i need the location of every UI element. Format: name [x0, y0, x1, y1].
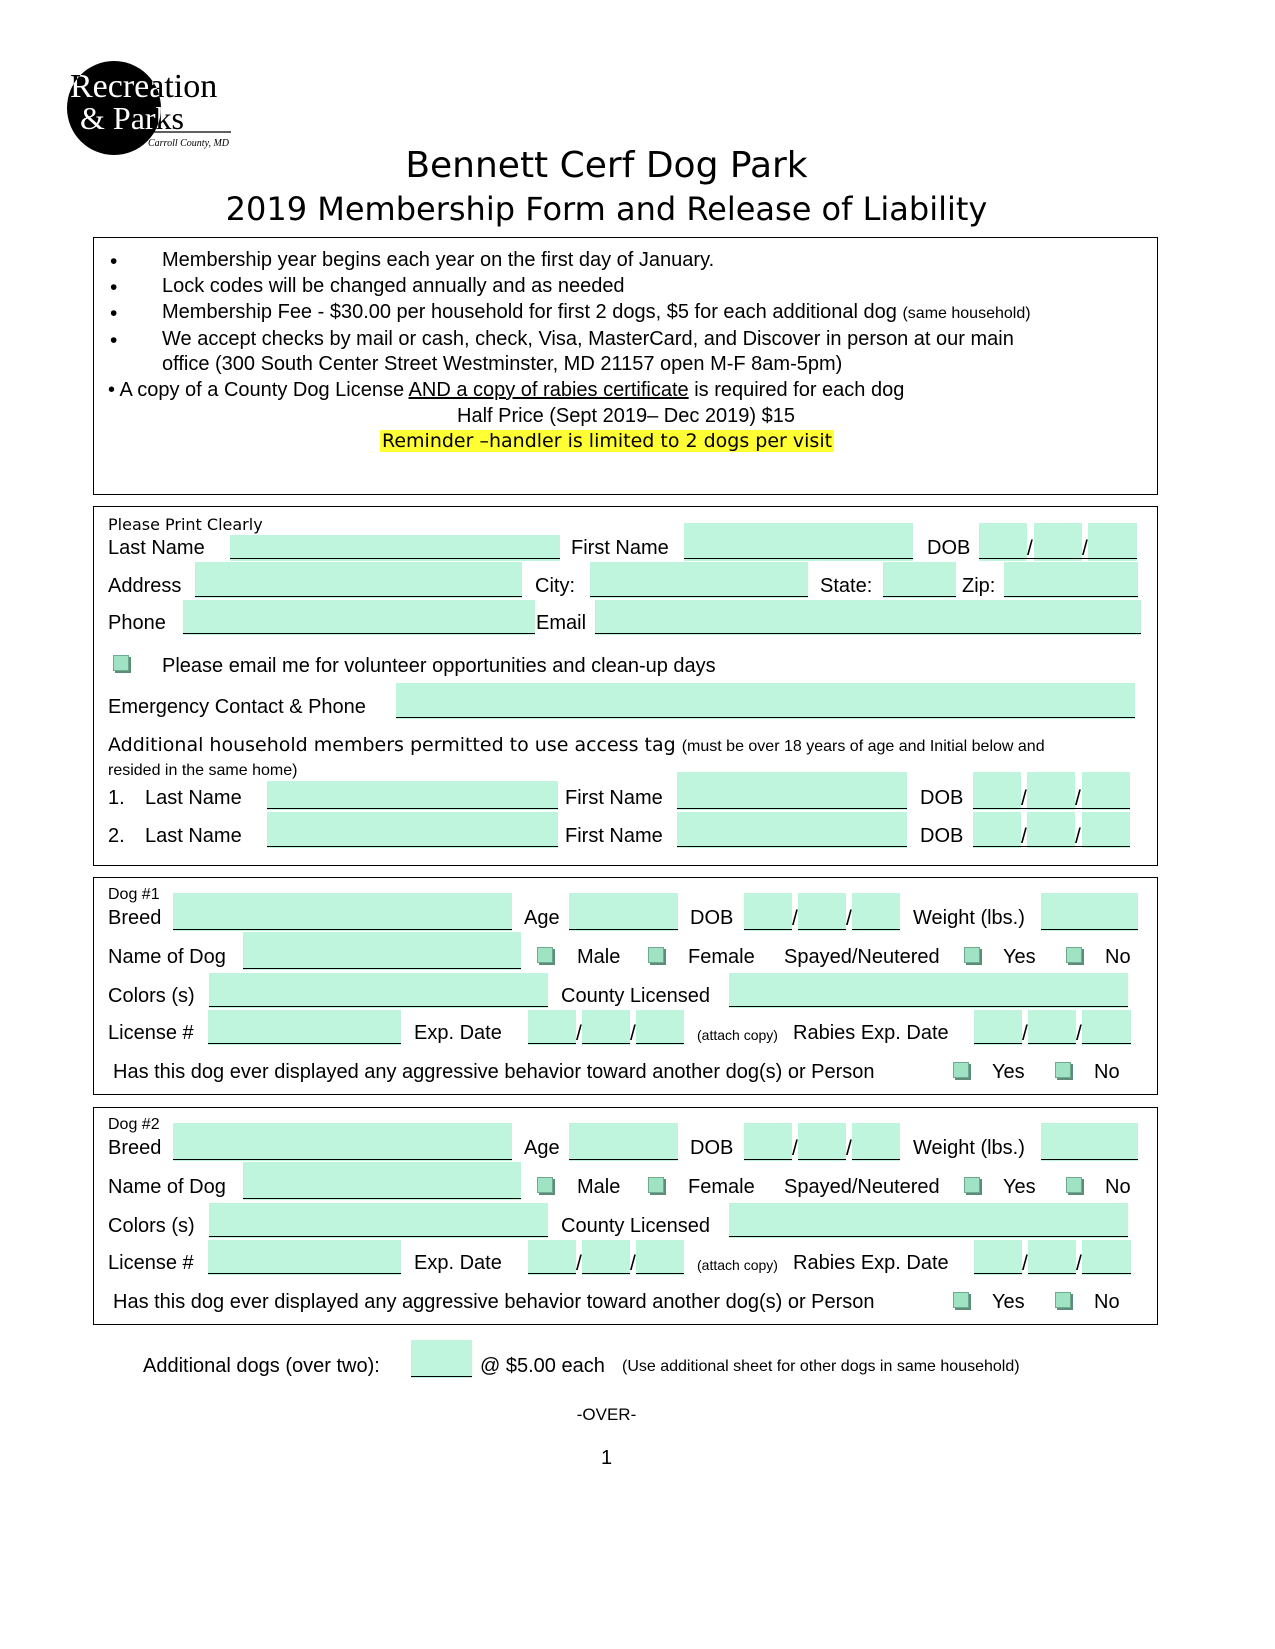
member2-first-label: First Name — [565, 825, 663, 847]
phone-label: Phone — [108, 612, 166, 634]
city-label: City: — [535, 575, 575, 597]
info-text-1: Membership year begins each year on the first day of January. — [162, 249, 715, 271]
state-label: State: — [820, 575, 873, 597]
member2-dob-label: DOB — [920, 825, 964, 847]
member2-dob-day[interactable] — [1027, 812, 1075, 848]
date-slash: / — [846, 907, 852, 930]
dog2-name-label: Name of Dog — [108, 1176, 226, 1198]
emergency-input[interactable] — [396, 683, 1135, 719]
dog1-spayed-no-checkbox[interactable] — [1066, 947, 1082, 963]
volunteer-label: Please email me for volunteer opportunities and clean-up days — [162, 655, 716, 677]
dog2-dob-month[interactable] — [744, 1123, 792, 1161]
dog2-colors-input-line — [209, 1236, 548, 1237]
member1-dob-label: DOB — [920, 787, 964, 809]
info-text-2: Lock codes will be changed annually and as needed — [162, 275, 625, 297]
date-slash: / — [792, 1137, 798, 1160]
dog2-age-input[interactable] — [569, 1123, 678, 1161]
logo-line1: Recreation — [70, 68, 218, 105]
dog2-exp-month-line — [528, 1273, 576, 1274]
dog1-spayed-yes-checkbox[interactable] — [964, 947, 980, 963]
dog2-rabies-month[interactable] — [974, 1240, 1022, 1275]
dog2-license-input-line — [208, 1273, 401, 1274]
last-name-label: Last Name — [108, 537, 205, 559]
date-slash: / — [630, 1252, 636, 1275]
email-input[interactable] — [595, 600, 1141, 635]
member1-dob-year[interactable] — [1082, 772, 1130, 810]
info-bullet-4: • — [110, 329, 118, 352]
dog2-breed-input[interactable] — [173, 1123, 512, 1161]
last-name-line — [230, 558, 560, 559]
dog2-aggressive-no-label: No — [1094, 1291, 1120, 1313]
date-slash: / — [576, 1252, 582, 1275]
dog1-exp-month-line — [528, 1043, 576, 1044]
over-label: -OVER- — [576, 1405, 637, 1424]
emergency-label: Emergency Contact & Phone — [108, 696, 366, 718]
dog2-spayed-yes-label: Yes — [1003, 1176, 1036, 1198]
fee-text: Membership Fee - $30.00 per household for first 2 dogs, $5 for each additional dog — [162, 301, 897, 323]
dob-slash: / — [1082, 537, 1088, 560]
dog2-exp-label: Exp. Date — [414, 1252, 502, 1274]
dog1-rabies-year-line — [1082, 1043, 1131, 1044]
dog1-colors-input[interactable] — [209, 973, 548, 1008]
address-input[interactable] — [195, 562, 522, 598]
dog2-exp-month[interactable] — [528, 1240, 576, 1275]
dog1-county-label: County Licensed — [561, 985, 710, 1007]
member2-last-label: Last Name — [145, 825, 242, 847]
dog2-county-input[interactable] — [729, 1203, 1128, 1238]
info-bullet-2: • — [110, 276, 118, 299]
email-line — [595, 633, 1141, 634]
additional-dogs-input[interactable] — [411, 1340, 472, 1378]
member1-dob-line — [973, 808, 1130, 809]
first-name-label: First Name — [571, 537, 669, 559]
zip-line — [1004, 596, 1138, 597]
additional-dogs-price: @ $5.00 each — [480, 1355, 605, 1377]
dog2-rabies-day-line — [1028, 1273, 1076, 1274]
dog1-dob-year-line — [852, 929, 900, 930]
dog2-spayed-no-label: No — [1105, 1176, 1131, 1198]
dog1-aggressive-no-checkbox[interactable] — [1055, 1062, 1071, 1078]
date-slash: / — [1076, 1022, 1082, 1045]
member1-first-label: First Name — [565, 787, 663, 809]
dog1-rabies-month-line — [974, 1043, 1022, 1044]
member1-last-input[interactable] — [267, 781, 558, 810]
dog2-county-label: County Licensed — [561, 1215, 710, 1237]
dog1-colors-input-line — [209, 1006, 548, 1007]
member2-dob-month[interactable] — [973, 812, 1021, 848]
reminder: Reminder –handler is limited to 2 dogs per visit — [382, 430, 833, 452]
dog2-title: Dog #2 — [108, 1116, 160, 1133]
dog1-rabies-month[interactable] — [974, 1010, 1022, 1045]
dog1-exp-day-line — [582, 1043, 630, 1044]
dob-slash: / — [1075, 787, 1081, 810]
dog2-weight-label: Weight (lbs.) — [913, 1137, 1025, 1159]
dob-year-input[interactable] — [1088, 523, 1137, 561]
dog2-aggressive-label: Has this dog ever displayed any aggressive behavior toward another dog(s) or Person — [113, 1291, 875, 1313]
member1-dob-day[interactable] — [1027, 772, 1075, 810]
dog2-spayed-no-checkbox[interactable] — [1066, 1177, 1082, 1193]
dog1-title: Dog #1 — [108, 886, 160, 903]
dog2-license-input[interactable] — [208, 1240, 401, 1275]
dog2-rabies-year-line — [1082, 1273, 1131, 1274]
dog2-dob-day[interactable] — [798, 1123, 846, 1161]
dog2-male-checkbox[interactable] — [537, 1177, 553, 1193]
dog1-exp-month[interactable] — [528, 1010, 576, 1045]
dob-month-input[interactable] — [979, 523, 1027, 561]
date-slash: / — [1022, 1252, 1028, 1275]
dog2-dob-day-line — [798, 1159, 846, 1160]
dob-slash: / — [1075, 825, 1081, 848]
info-bullet-1: • — [110, 250, 118, 273]
city-input[interactable] — [590, 562, 808, 598]
date-slash: / — [846, 1137, 852, 1160]
dog2-colors-input[interactable] — [209, 1203, 548, 1238]
dog1-male-label: Male — [577, 946, 621, 968]
member2-dob-line — [973, 846, 1130, 847]
date-slash: / — [576, 1022, 582, 1045]
dog1-breed-label: Breed — [108, 907, 162, 929]
info-text-3 — [162, 301, 1031, 324]
dog1-exp-day[interactable] — [582, 1010, 630, 1045]
logo-line2: & Parks — [80, 100, 184, 136]
dog2-breed-input-line — [173, 1159, 512, 1160]
dog2-age-label: Age — [524, 1137, 560, 1159]
dog2-weight-input[interactable] — [1041, 1123, 1138, 1161]
date-slash: / — [1022, 1022, 1028, 1045]
member2-last-input[interactable] — [267, 812, 558, 848]
member1-last-line — [267, 808, 558, 809]
dog2-weight-input-line — [1041, 1159, 1138, 1160]
dog1-breed-input[interactable] — [173, 893, 512, 931]
dog1-aggressive-no-label: No — [1094, 1061, 1120, 1083]
dog1-exp-year-line — [636, 1043, 684, 1044]
dog1-dob-year[interactable] — [852, 893, 900, 931]
member1-first-line — [677, 808, 907, 809]
member2-first-input[interactable] — [677, 812, 907, 848]
dog1-license-label: License # — [108, 1022, 194, 1044]
date-slash: / — [1076, 1252, 1082, 1275]
dog2-rabies-month-line — [974, 1273, 1022, 1274]
dob-label: DOB — [927, 537, 971, 559]
address-label: Address — [108, 575, 182, 597]
date-slash: / — [792, 907, 798, 930]
dog1-female-label: Female — [688, 946, 755, 968]
dog2-exp-year[interactable] — [636, 1240, 684, 1275]
dog1-exp-label: Exp. Date — [414, 1022, 502, 1044]
dog1-rabies-year[interactable] — [1082, 1010, 1131, 1045]
additional-dogs-label: Additional dogs (over two): — [143, 1355, 380, 1377]
dog1-spayed-no-label: No — [1105, 946, 1131, 968]
dog1-weight-input-line — [1041, 929, 1138, 930]
dog1-spayed-label: Spayed/Neutered — [784, 946, 940, 968]
additional-note-2: resided in the same home) — [108, 762, 298, 779]
dog1-aggressive-label: Has this dog ever displayed any aggressive behavior toward another dog(s) or Person — [113, 1061, 875, 1083]
dog2-license-label: License # — [108, 1252, 194, 1274]
info-text-5: office (300 South Center Street Westminster, MD 21157 open M-F 8am-5pm) — [162, 353, 843, 375]
phone-line — [183, 633, 535, 634]
fee-note: (same household) — [902, 305, 1031, 322]
license-prefix: • A copy of a County Dog License — [108, 379, 409, 401]
dog2-name-input-line — [243, 1198, 521, 1199]
dob-slash: / — [1027, 537, 1033, 560]
dog1-exp-year[interactable] — [636, 1010, 684, 1045]
dog1-attach-label: (attach copy) — [697, 1027, 778, 1043]
dog1-age-input-line — [569, 929, 678, 930]
dog2-rabies-year[interactable] — [1082, 1240, 1131, 1275]
dog2-name-input[interactable] — [243, 1162, 521, 1200]
dog1-dob-label: DOB — [690, 907, 734, 929]
dog1-age-label: Age — [524, 907, 560, 929]
dog1-male-checkbox[interactable] — [537, 947, 553, 963]
zip-label: Zip: — [962, 575, 996, 597]
dog1-name-label: Name of Dog — [108, 946, 226, 968]
member1-dob-month[interactable] — [973, 772, 1021, 810]
dog1-breed-input-line — [173, 929, 512, 930]
member2-last-line — [267, 846, 558, 847]
additional-note: (must be over 18 years of age and Initial below and — [681, 738, 1045, 755]
dog1-spayed-yes-label: Yes — [1003, 946, 1036, 968]
first-name-line — [684, 558, 913, 559]
dog1-weight-label: Weight (lbs.) — [913, 907, 1025, 929]
info-text-4: We accept checks by mail or cash, check, Visa, MasterCard, and Discover in person at our main — [162, 328, 1014, 350]
member2-dob-year[interactable] — [1082, 812, 1130, 848]
license-suffix: is required for each dog — [688, 379, 905, 401]
dob-slash: / — [1021, 787, 1027, 810]
member2-first-line — [677, 846, 907, 847]
dog2-rabies-day[interactable] — [1028, 1240, 1076, 1275]
member1-number: 1. — [108, 787, 125, 809]
member2-number: 2. — [108, 825, 125, 847]
dog2-attach-label: (attach copy) — [697, 1257, 778, 1273]
dog1-license-input-line — [208, 1043, 401, 1044]
dog2-dob-label: DOB — [690, 1137, 734, 1159]
email-label: Email — [536, 612, 587, 634]
additional-members-label — [108, 734, 1045, 756]
dog1-dob-month[interactable] — [744, 893, 792, 931]
dog1-weight-input[interactable] — [1041, 893, 1138, 931]
half-price: Half Price (Sept 2019– Dec 2019) $15 — [457, 405, 795, 427]
dog1-license-input[interactable] — [208, 1010, 401, 1045]
dog1-age-input[interactable] — [569, 893, 678, 931]
dog2-exp-day[interactable] — [582, 1240, 630, 1275]
dog2-rabies-label: Rabies Exp. Date — [793, 1252, 949, 1274]
dog1-dob-day[interactable] — [798, 893, 846, 931]
dog1-name-input-line — [243, 968, 521, 969]
dog2-female-checkbox[interactable] — [648, 1177, 664, 1193]
dog1-colors-label: Colors (s) — [108, 985, 195, 1007]
page-title: Bennett Cerf Dog Park — [405, 145, 808, 186]
address-line — [195, 596, 522, 597]
dog2-dob-year-line — [852, 1159, 900, 1160]
logo-subtitle: Carroll County, MD — [148, 138, 230, 149]
dog2-dob-year[interactable] — [852, 1123, 900, 1161]
city-line — [590, 596, 808, 597]
dog2-county-input-line — [729, 1236, 1128, 1237]
member1-first-input[interactable] — [677, 772, 907, 810]
dog2-female-label: Female — [688, 1176, 755, 1198]
member1-last-label: Last Name — [145, 787, 242, 809]
first-name-input[interactable] — [684, 523, 913, 561]
dog2-colors-label: Colors (s) — [108, 1215, 195, 1237]
print-clearly: Please Print Clearly — [108, 515, 263, 534]
page-subtitle: 2019 Membership Form and Release of Liability — [225, 190, 988, 228]
dog1-county-input-line — [729, 1006, 1128, 1007]
dog2-aggressive-yes-checkbox[interactable] — [953, 1292, 969, 1308]
license-requirement — [108, 379, 904, 402]
dog1-name-input[interactable] — [243, 932, 521, 970]
dog1-dob-day-line — [798, 929, 846, 930]
emergency-line — [396, 717, 1135, 718]
dog1-rabies-day[interactable] — [1028, 1010, 1076, 1045]
page-number: 1 — [600, 1447, 613, 1469]
dog1-female-checkbox[interactable] — [648, 947, 664, 963]
dog1-rabies-label: Rabies Exp. Date — [793, 1022, 949, 1044]
dog1-aggressive-yes-checkbox[interactable] — [953, 1062, 969, 1078]
dog1-rabies-day-line — [1028, 1043, 1076, 1044]
date-slash: / — [630, 1022, 636, 1045]
phone-input[interactable] — [183, 600, 535, 635]
state-input[interactable] — [883, 562, 956, 598]
dog2-age-input-line — [569, 1159, 678, 1160]
dog1-dob-month-line — [744, 929, 792, 930]
dog2-male-label: Male — [577, 1176, 621, 1198]
dog2-aggressive-yes-label: Yes — [992, 1291, 1025, 1313]
state-line — [883, 596, 956, 597]
license-underlined: AND a copy of rabies certificate — [408, 379, 689, 401]
dog2-dob-month-line — [744, 1159, 792, 1160]
dog1-aggressive-yes-label: Yes — [992, 1061, 1025, 1083]
dog2-spayed-yes-checkbox[interactable] — [964, 1177, 980, 1193]
dob-slash: / — [1021, 825, 1027, 848]
dog2-spayed-label: Spayed/Neutered — [784, 1176, 940, 1198]
dog2-exp-year-line — [636, 1273, 684, 1274]
additional-dogs-note: (Use additional sheet for other dogs in same household) — [622, 1358, 1020, 1375]
dog1-county-input[interactable] — [729, 973, 1128, 1008]
dob-line — [979, 558, 1137, 559]
additional-dogs-line — [411, 1376, 472, 1377]
additional-text: Additional household members permitted to use access tag — [108, 734, 676, 756]
info-bullet-3: • — [110, 302, 118, 325]
dob-day-input[interactable] — [1034, 523, 1082, 561]
zip-input[interactable] — [1004, 562, 1138, 598]
dog2-aggressive-no-checkbox[interactable] — [1055, 1292, 1071, 1308]
volunteer-checkbox[interactable] — [113, 655, 129, 671]
dog2-breed-label: Breed — [108, 1137, 162, 1159]
dog2-exp-day-line — [582, 1273, 630, 1274]
